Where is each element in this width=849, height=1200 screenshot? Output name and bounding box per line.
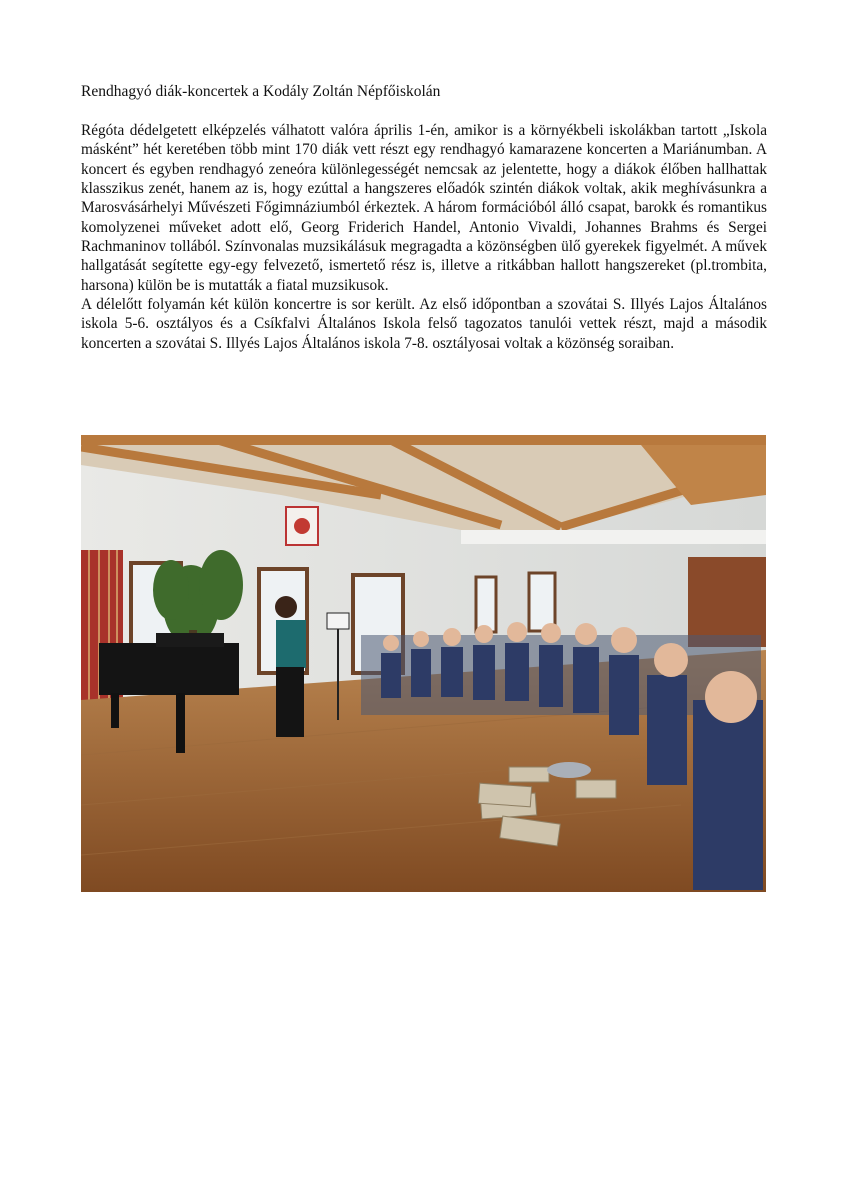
article-paragraph-2: A délelőtt folyamán két külön koncertre is sor került. Az első időpontban a szovátai S. Illyés Lajos Általános iskola 5-6. osztályos és a Csíkfalvi Általános Iskola felső tagozatos tanulói vettek részt, majd a második koncerten a szovátai S. Illyés Lajos Általános iskola 7-8. osztályosai voltak a közönség soraiban. bbox=[81, 296, 767, 352]
document-title: Rendhagyó diák-koncertek a Kodály Zoltán Népfőiskolán bbox=[81, 83, 441, 100]
article-body bbox=[81, 121, 767, 353]
concert-photo bbox=[81, 435, 766, 892]
article-paragraph-1: Régóta dédelgetett elképzelés válhatott valóra április 1-én, amikor is a környékbeli iskolákban tartott „Iskola másként” hét keretében több mint 170 diák vett részt egy rendhagyó kamarazene koncerten a Mariánumban. A koncert és egyben rendhagyó zeneóra különlegességét nemcsak az jelentette, hogy a diákok élőben hallhattak klasszikus zenét, hanem az is, hogy ezúttal a hangszeres előadók szintén diákok voltak, akik meghívásunkra a Marosvásárhelyi Művészeti Főgimnáziumból érkeztek. A három formációból álló csapat, barokk és romantikus komolyzenei műveket adott elő, Georg Friderich Handel, Antonio Vivaldi, Johannes Brahms és Sergei Rachmaninov tollából. Színvonalas muzsikálásuk megragadta a közönségben ülő gyerekek figyelmét. A művek hallgatását segítette egy-egy felvezető, ismertető rész is, illetve a ritkábban hallott hangszereket (pl.trombita, harsona) külön be is mutatták a fiatal muzsikusok. bbox=[81, 122, 767, 294]
